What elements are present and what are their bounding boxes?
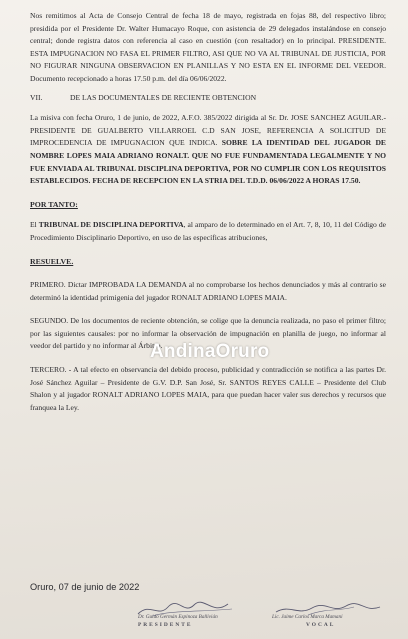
signature-president [132,598,242,639]
paragraph-acta: Nos remitimos al Acta de Consejo Central de fecha 18 de mayo, registrada en fojas 88, del respectivo libro; presidida por el Presidente Dr. Walter Humacayo Roque, con asistencia de 29 delegados instalándose en consejo central; donde registra datos con referencia al caso en cuestión (con resaltador) en lo principal. PRESIDENTE. ESTA IMPUGNACION NO FASA EL PRIMER FILTRO, ASI QUE NO VA AL TRIBUNAL DE JUSTICIA, POR NO FIGURAR NINGUNA OBSERVACION EN PLANILLAS Y NO ESTA EN EL INFORME DEL VEEDOR. Documento recepcionado a horas 17.50 p.m. del día 06/06/2022. [30,11,386,83]
signature-vocal [268,598,386,639]
misiva-text: La misiva con fecha Oruro, 1 de junio, de 2022, A.F.O. 385/2022 dirigida al Sr. Dr. JOSE SANCHEZ AGUILAR.- PRESIDENTE DE GUALBERTO VILLARROEL C.D SAN JOSE, REFERENCIA A SOLICITUD DE IMPROCEDENCIA DE IMPUGNACION QUE INDICA. [30,113,386,148]
resuelve-heading: RESUELVE. [30,256,74,266]
tribunal-name: TRIBUNAL DE DISCIPLINA DEPORTIVA [38,220,184,230]
paragraph-tribunal [30,219,386,244]
watermark-logo: AndinaOruro [150,341,270,362]
paragraph-tercero: TERCERO. - A tal efecto en observancia del debido proceso, publicidad y contradicción se notifica a las partes Dr. José Sánchez Aguilar – Presidente de G.V. D.P. San José, Sr. SANTOS REYES CALLE – Presidente del Club Shalon y al jugador RONALT ADRIANO LOPES MAIA, para que puedan hacer valer sus derechos y recursos que franquea la Ley. [30,365,386,412]
misiva-emphasis: SOBRE LA IDENTIDAD DEL JUGADOR DE NOMBRE LOPES MAIA ADRIANO RONALT. QUE NO FUE FUNDAMENTADA LEGALMENTE Y NO FUE ENVIADA AL TRIBUNAL DISCIPLINA DEPORTIVA, POR NO CUMPLIR CON LOS REQUISITOS ESTABLECIDOS. FECHA DE RECEPCION EN LA STRIA DEL T.D.D. 06/06/2022 A HORAS 17.50. [30,138,386,186]
signature-role: VOCAL [306,622,336,628]
signature-name: Lic. Jaime Carlos Marca Mamani [272,614,343,620]
tribunal-post: , al amparo de lo determinado en el Art. 7, 8, 10, 11 del Código de Procedimiento Disciplinario Deportivo, en uso de las específicas atribuciones, [30,220,386,242]
signature-role: PRESIDENTE [138,622,193,628]
signature-name: Dr. Guido Germán Espinoza Ballivián [138,614,218,620]
section-title: DE LAS DOCUMENTALES DE RECIENTE OBTENCION [70,92,257,102]
paragraph-primero: PRIMERO. Dictar IMPROBADA LA DEMANDA al no comprobarse los hechos denunciados y más al contrario se determinó la identidad primigenia del jugador RONALT ADRIANO LOPES MAIA. [30,280,386,302]
document-date: Oruro, 07 de junio de 2022 [30,582,140,592]
section-number: VII. [30,92,43,102]
paragraph-segundo: SEGUNDO. De los documentos de reciente obtención, se colige que la denuncia realizada, no paso el primer filtro; por las siguientes causales: por no informar la observación de impugnación en planilla de juego, no informar al veedor del partido y no informar al Árbitro. [30,316,386,351]
tribunal-pre: El [30,220,39,230]
section-heading [30,92,386,105]
por-tanto-heading: POR TANTO: [30,199,78,209]
paragraph-misiva [30,112,386,188]
